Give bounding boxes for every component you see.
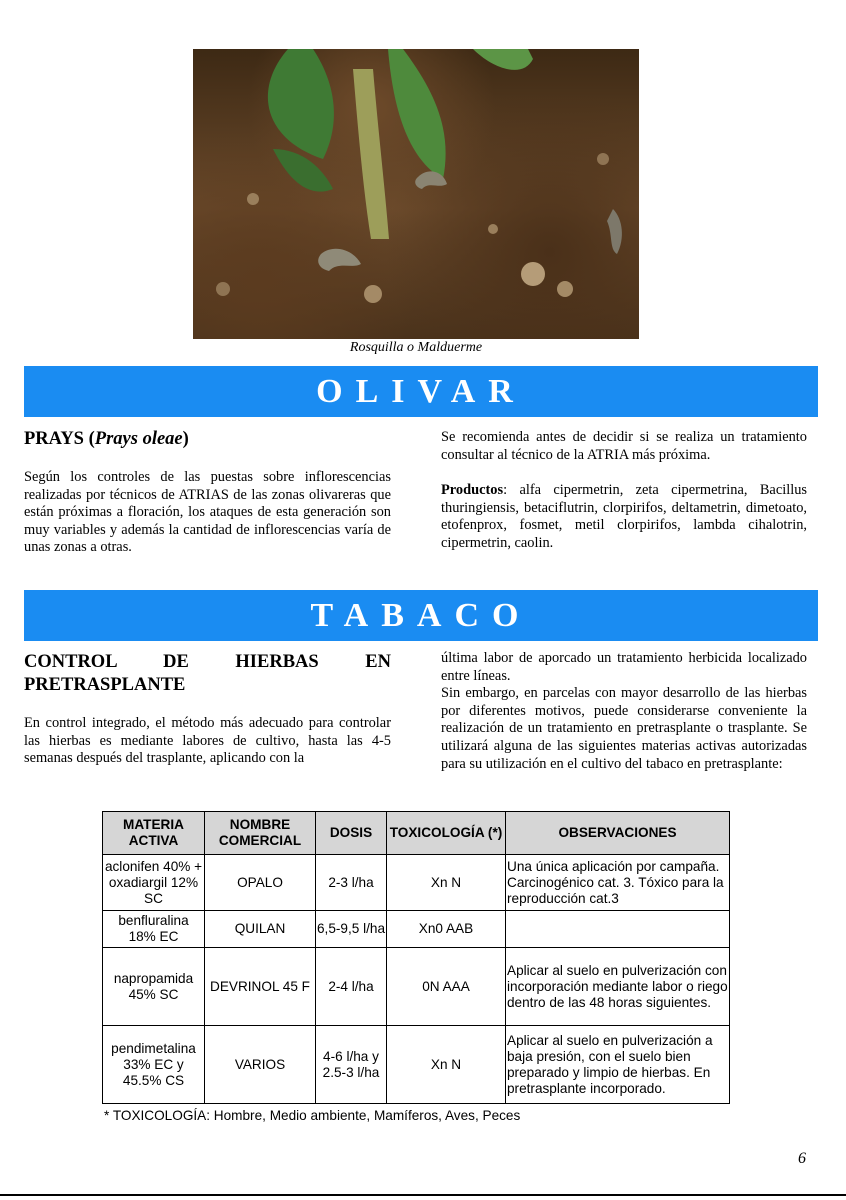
olivar-recommendation-text: Se recomienda antes de decidir si se realiza un tratamiento consultar al técnico de la ATRIA más próxima. [441, 429, 807, 463]
cell-materia: benfluralina 18% EC [103, 911, 205, 948]
tabaco-left-text: En control integrado, el método más adecuado para controlar las hierbas es mediante labores de cultivo, hasta las 4-5 semanas después del trasplante, aplicando con la [24, 715, 391, 767]
table-row [103, 1026, 730, 1104]
cell-observaciones: Aplicar al suelo en pulverización a baja presión, con el suelo bien preparado y limpio de hierbas. En pretrasplante incorporado. [506, 1026, 730, 1104]
cell-dosis: 6,5-9,5 l/ha [316, 911, 387, 948]
cell-dosis: 2-4 l/ha [316, 948, 387, 1026]
toxicology-footnote: * TOXICOLOGÍA: Hombre, Medio ambiente, Mamíferos, Aves, Peces [104, 1108, 521, 1123]
bottom-divider [0, 1194, 846, 1196]
olivar-products-text [441, 482, 807, 552]
cell-nombre: OPALO [205, 855, 316, 911]
prays-heading: PRAYS (Prays oleae) [24, 429, 189, 449]
cell-toxicologia: 0N AAA [387, 948, 506, 1026]
tabaco-right-text-1: última labor de aporcado un tratamiento herbicida localizado entre líneas. [441, 650, 807, 684]
cell-toxicologia: Xn N [387, 855, 506, 911]
cell-nombre: VARIOS [205, 1026, 316, 1104]
control-hierbas-heading [24, 651, 391, 697]
cell-nombre: DEVRINOL 45 F [205, 948, 316, 1026]
prays-heading-scientific: Prays oleae [94, 429, 183, 449]
cell-toxicologia: Xn0 AAB [387, 911, 506, 948]
table-row [103, 911, 730, 948]
prays-heading-main: PRAYS [24, 429, 84, 449]
page-number: 6 [798, 1150, 806, 1167]
olivar-right-column [441, 429, 807, 553]
heading-line-1: CONTROL DE HIERBAS EN [24, 652, 391, 672]
cell-materia: aclonifen 40% + oxadiargil 12% SC [103, 855, 205, 911]
cell-materia: napropamida 45% SC [103, 948, 205, 1026]
table-row [103, 855, 730, 911]
prays-body-text: Según los controles de las puestas sobre inflorescencias realizadas por técnicos de ATRIAS de las zonas olivareras que están próximas a floración, los ataques de esta generación son muy variables y además la cantidad de inflorescencias varía de unas zonas a otras. [24, 469, 391, 556]
tabaco-right-text-2: Sin embargo, en parcelas con mayor desarrollo de las hierbas por diferentes motivos, puede considerarse conveniente la realización de un tratamiento en pretrasplante o trasplante. Se utilizará alguna de las siguientes materias activas autorizadas para su utilización en el cultivo del tabaco en pretrasplante: [441, 685, 807, 772]
tabaco-left-column [24, 651, 391, 768]
cell-observaciones: Una única aplicación por campaña. Carcinogénico cat. 3. Tóxico para la reproducción cat.3 [506, 855, 730, 911]
header-materia-activa: MATERIA ACTIVA [103, 812, 205, 855]
tabaco-banner: TABACO [24, 590, 818, 641]
olivar-banner: OLIVAR [24, 366, 818, 417]
cell-observaciones [506, 911, 730, 948]
header-nombre-comercial: NOMBRE COMERCIAL [205, 812, 316, 855]
header-dosis: DOSIS [316, 812, 387, 855]
header-toxicologia: TOXICOLOGÍA (*) [387, 812, 506, 855]
tabaco-right-column [441, 650, 807, 773]
products-label: Productos [441, 482, 504, 499]
cell-toxicologia: Xn N [387, 1026, 506, 1104]
cell-materia: pendimetalina 33% EC y 45.5% CS [103, 1026, 205, 1104]
cutworm-photo [193, 49, 639, 339]
cell-dosis: 2-3 l/ha [316, 855, 387, 911]
table-row [103, 948, 730, 1026]
cell-dosis: 4-6 l/ha y 2.5-3 l/ha [316, 1026, 387, 1104]
cell-nombre: QUILAN [205, 911, 316, 948]
cell-observaciones: Aplicar al suelo en pulverización con incorporación mediante labor o riego dentro de las 48 horas siguientes. [506, 948, 730, 1026]
olivar-left-column [24, 428, 391, 557]
table-header-row [103, 812, 730, 855]
products-list: : alfa cipermetrin, zeta cipermetrina, Bacillus thuringiensis, betaciflutrin, clorpirifos, deltametrin, dimetoato, etofenprox, fosmet, metil clorpirifos, lambda cihalotrin, cipermetrin, caolin. [441, 482, 807, 551]
photo-caption: Rosquilla o Malduerme [349, 340, 483, 355]
header-observaciones: OBSERVACIONES [506, 812, 730, 855]
soil-plant-illustration [193, 49, 639, 339]
herbicide-table [102, 811, 730, 1104]
heading-line-2: PRETRASPLANTE [24, 675, 186, 695]
